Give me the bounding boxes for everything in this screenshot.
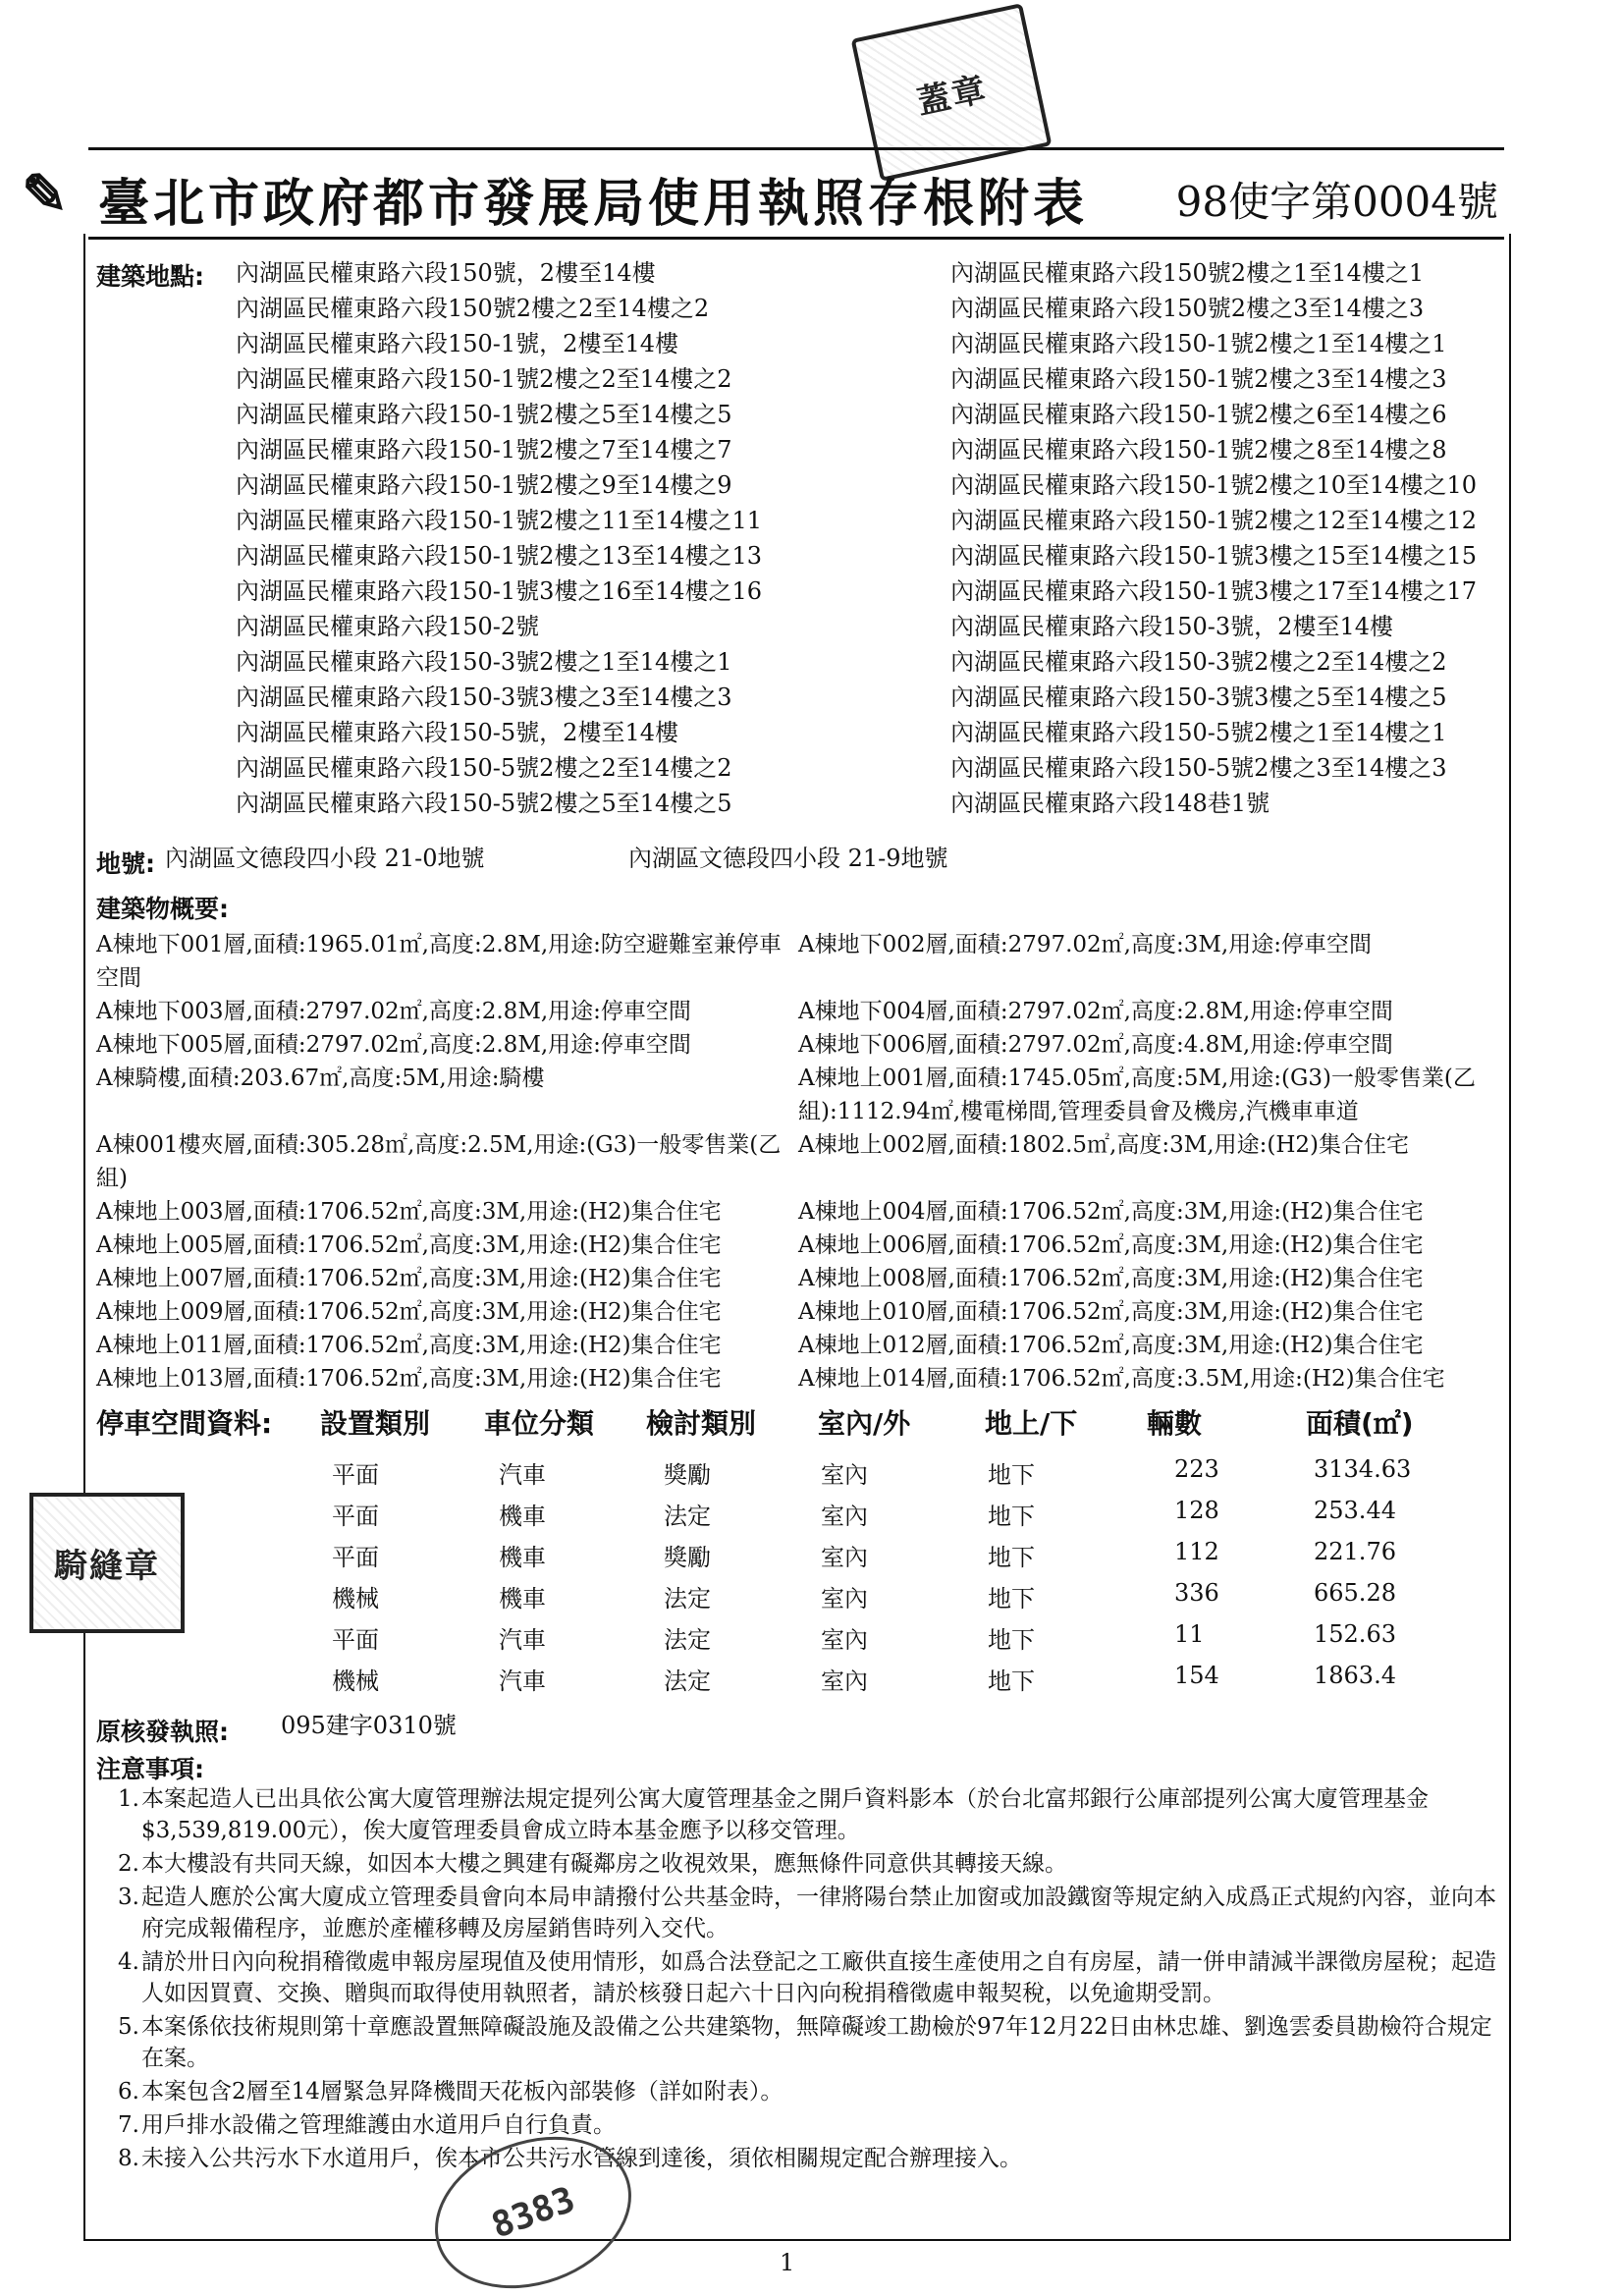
page-number: 1 [780,2249,795,2276]
parking-row [96,1497,1500,1538]
address-line: 內湖區民權東路六段150-1號2樓之11至14樓之11 [236,507,763,534]
address-line: 內湖區民權東路六段150-1號2樓之10至14樓之10 [950,471,1478,499]
note-item [118,1882,1502,1944]
address-line: 內湖區民權東路六段150-1號2樓之8至14樓之8 [950,436,1447,464]
parking-cell: 室內 [821,1667,868,1695]
building-row [96,1062,1500,1128]
parking-cell: 室內 [821,1544,868,1571]
parking-cell: 機車 [499,1503,546,1530]
parking-cell: 室內 [821,1585,868,1613]
building-floor-entry: A棟地上001層,面積:1745.05㎡,高度:5M,用途:(G3)一般零售業(乙組):1112.94㎡,樓電梯間,管理委員會及機房,汽機車車道 [798,1066,1476,1124]
address-line: 內湖區民權東路六段150-5號2樓之2至14樓之2 [236,754,732,782]
permit-number: 98使字第0004號 [1175,178,1498,226]
building-floor-entry: A棟地上011層,面積:1706.52㎡,高度:3M,用途:(H2)集合住宅 [96,1333,722,1358]
building-row [96,1295,1500,1329]
address-line: 內湖區民權東路六段150-1號2樓之3至14樓之3 [950,365,1447,393]
address-line: 內湖區民權東路六段150-5號，2樓至14樓 [236,719,678,746]
seal-stamp-bottom: 8383 [413,2110,653,2296]
address-line: 內湖區民權東路六段150-3號，2樓至14樓 [950,613,1393,640]
building-floor-entry: A棟地上005層,面積:1706.52㎡,高度:3M,用途:(H2)集合住宅 [96,1232,722,1258]
note-text: 本大樓設有共同天線，如因本大樓之興建有礙鄰房之收視效果，應無條件同意供其轉接天線。 [141,1851,1067,1877]
note-number: 8. [118,2146,139,2171]
note-item [118,2076,1502,2107]
building-floor-entry: A棟地上013層,面積:1706.52㎡,高度:3M,用途:(H2)集合住宅 [96,1366,722,1392]
address-line: 內湖區民權東路六段150-1號3樓之17至14樓之17 [950,577,1478,605]
building-row [96,1262,1500,1295]
parking-cell: 室內 [821,1626,868,1654]
parking-cell: 平面 [332,1503,379,1530]
parking-col-header: 檢討類別 [646,1407,757,1440]
parking-cell: 平面 [332,1544,379,1571]
parking-row [96,1455,1500,1497]
parking-cell: 獎勵 [664,1461,711,1489]
parking-col-header: 面積(㎡) [1306,1407,1414,1440]
address-line: 內湖區民權東路六段150-1號2樓之13至14樓之13 [236,542,763,570]
address-line: 內湖區民權東路六段150-1號3樓之16至14樓之16 [236,577,763,605]
address-label: 建築地點: [96,262,204,291]
notes-list [118,1783,1502,2176]
parking-cell: 152.63 [1314,1620,1396,1648]
parking-cell: 336 [1174,1579,1219,1607]
address-line: 內湖區民權東路六段150-1號2樓之5至14樓之5 [236,401,732,428]
parking-cell: 獎勵 [664,1544,711,1571]
seal-stamp-top: 蓋章 [851,3,1053,182]
note-text: 本案包含2層至14層緊急昇降機間天花板內部裝修（詳如附表）。 [141,2079,783,2105]
parking-row [96,1579,1500,1620]
parking-cell: 法定 [664,1626,711,1654]
building-floor-entry: A棟地上006層,面積:1706.52㎡,高度:3M,用途:(H2)集合住宅 [798,1232,1424,1258]
address-line: 內湖區民權東路六段148巷1號 [950,790,1270,817]
parking-cell: 法定 [664,1667,711,1695]
address-line: 內湖區民權東路六段150號，2樓至14樓 [236,259,656,287]
note-text: 本案起造人已出具依公寓大廈管理辦法規定提列公寓大廈管理基金之開戶資料影本（於台北富邦銀行公庫部提列公寓大廈管理基金$3,539,819.00元），俟大廈管理委員會成立時本基金應予以移交管理。 [141,1786,1429,1843]
address-line: 內湖區民權東路六段150-1號3樓之15至14樓之15 [950,542,1478,570]
document-title: 臺北市政府都市發展局使用執照存根附表 [98,174,1089,234]
building-row [96,1128,1500,1195]
address-line: 內湖區民權東路六段150-1號2樓之12至14樓之12 [950,507,1478,534]
building-floor-entry: A棟地下006層,面積:2797.02㎡,高度:4.8M,用途:停車空間 [798,1032,1393,1058]
parking-cell: 665.28 [1314,1579,1396,1607]
building-floor-entry: A棟地下004層,面積:2797.02㎡,高度:2.8M,用途:停車空間 [798,999,1393,1024]
note-number: 4. [118,1949,139,1975]
address-line: 內湖區民權東路六段150號2樓之1至14樓之1 [950,259,1425,287]
address-list-right [950,255,1477,821]
building-floor-entry: A棟地上003層,面積:1706.52㎡,高度:3M,用途:(H2)集合住宅 [96,1199,722,1225]
parking-col-header: 車位分類 [484,1407,595,1440]
note-number: 3. [118,1885,139,1910]
address-line: 內湖區民權東路六段150-3號2樓之2至14樓之2 [950,648,1447,676]
address-line: 內湖區民權東路六段150號2樓之2至14樓之2 [236,295,710,322]
parking-cell: 112 [1174,1538,1219,1565]
note-item [118,2143,1502,2174]
building-floor-entry: A棟001樓夾層,面積:305.28㎡,高度:2.5M,用途:(G3)一般零售業(乙組) [96,1132,782,1191]
original-permit-label: 原核發執照: [96,1718,229,1746]
parking-col-header: 地上/下 [985,1407,1078,1440]
building-floor-entry: A棟地上010層,面積:1706.52㎡,高度:3M,用途:(H2)集合住宅 [798,1299,1424,1325]
parking-header [96,1402,1500,1446]
building-row [96,995,1500,1028]
parking-label: 停車空間資料: [96,1407,273,1440]
building-floor-entry: A棟地下001層,面積:1965.01㎡,高度:2.8M,用途:防空避難室兼停車空間 [96,932,782,991]
note-text: 本案係依技術規則第十章應設置無障礙設施及設備之公共建築物，無障礙竣工勘檢於97年12月22日由林忠雄、劉逸雲委員勘檢符合規定在案。 [141,2014,1492,2071]
building-floor-entry: A棟騎樓,面積:203.67㎡,高度:5M,用途:騎樓 [96,1066,545,1091]
note-item [118,1946,1502,2009]
address-line: 內湖區民權東路六段150-5號2樓之1至14樓之1 [950,719,1447,746]
note-text: 起造人應於公寓大廈成立管理委員會向本局申請撥付公共基金時，一律將陽台禁止加窗或加設鐵窗等規定納入成爲正式規約內容，並向本府完成報備程序，並應於產權移轉及房屋銷售時列入交代。 [141,1885,1496,1941]
corner-mark: ✎ [22,162,68,227]
parking-cell: 室內 [821,1461,868,1489]
parking-cell: 汽車 [499,1667,546,1695]
note-item [118,2109,1502,2141]
address-line: 內湖區民權東路六段150-1號2樓之6至14樓之6 [950,401,1447,428]
parking-row [96,1662,1500,1703]
building-row [96,1028,1500,1062]
building-floor-entry: A棟地上007層,面積:1706.52㎡,高度:3M,用途:(H2)集合住宅 [96,1266,722,1291]
parking-cell: 平面 [332,1626,379,1654]
parking-cell: 平面 [332,1461,379,1489]
parking-cell: 地下 [988,1626,1035,1654]
note-item [118,1848,1502,1880]
parking-row [96,1620,1500,1662]
building-row [96,1362,1500,1395]
parking-col-header: 設置類別 [320,1407,431,1440]
parking-cell: 地下 [988,1667,1035,1695]
address-line: 內湖區民權東路六段150-1號2樓之1至14樓之1 [950,330,1447,357]
parking-cell: 221.76 [1314,1538,1396,1565]
parking-col-header: 室內/外 [818,1407,911,1440]
address-line: 內湖區民權東路六段150-3號3樓之5至14樓之5 [950,683,1447,711]
parking-cell: 機械 [332,1585,379,1613]
parking-cell: 法定 [664,1503,711,1530]
note-number: 5. [118,2014,139,2040]
parking-cell: 223 [1174,1455,1219,1483]
building-floor-entry: A棟地下005層,面積:2797.02㎡,高度:2.8M,用途:停車空間 [96,1032,691,1058]
note-item [118,1783,1502,1846]
building-floor-entry: A棟地上009層,面積:1706.52㎡,高度:3M,用途:(H2)集合住宅 [96,1299,722,1325]
lot-label: 地號: [96,849,155,878]
original-permit-value: 095建字0310號 [281,1712,457,1739]
parking-cell: 室內 [821,1503,868,1530]
parking-cell: 地下 [988,1544,1035,1571]
address-list-left [236,255,762,821]
note-text: 請於卅日內向稅捐稽徵處申報房屋現值及使用情形，如爲合法登記之工廠供直接生產使用之自有房屋，請一併申請減半課徵房屋稅；起造人如因買賣、交換、贈與而取得使用執照者，請於核發日起六十日內向稅捐稽徵處申報契稅，以免逾期受罰。 [141,1949,1496,2006]
address-line: 內湖區民權東路六段150號2樓之3至14樓之3 [950,295,1425,322]
address-line: 內湖區民權東路六段150-1號，2樓至14樓 [236,330,678,357]
note-number: 2. [118,1851,139,1877]
parking-cell: 機車 [499,1544,546,1571]
building-floor-entry: A棟地上012層,面積:1706.52㎡,高度:3M,用途:(H2)集合住宅 [798,1333,1424,1358]
parking-cell: 3134.63 [1314,1455,1412,1483]
building-floor-entry: A棟地下003層,面積:2797.02㎡,高度:2.8M,用途:停車空間 [96,999,691,1024]
parking-cell: 汽車 [499,1461,546,1489]
address-line: 內湖區民權東路六段150-5號2樓之5至14樓之5 [236,790,732,817]
note-number: 6. [118,2079,139,2105]
building-summary-label: 建築物概要: [96,895,229,923]
parking-col-header: 輛數 [1147,1407,1203,1440]
lot-value-2: 內湖區文德段四小段 21-9地號 [628,845,948,872]
building-floor-entry: A棟地上002層,面積:1802.5㎡,高度:3M,用途:(H2)集合住宅 [798,1132,1409,1158]
address-line: 內湖區民權東路六段150-1號2樓之2至14樓之2 [236,365,732,393]
building-floor-entry: A棟地上008層,面積:1706.52㎡,高度:3M,用途:(H2)集合住宅 [798,1266,1424,1291]
seal-stamp-left: 騎縫章 [29,1493,185,1633]
parking-cell: 253.44 [1314,1497,1396,1524]
address-line: 內湖區民權東路六段150-1號2樓之7至14樓之7 [236,436,732,464]
building-row [96,1329,1500,1362]
address-line: 內湖區民權東路六段150-1號2樓之9至14樓之9 [236,471,732,499]
building-summary-table [96,928,1500,1395]
lot-value-1: 內湖區文德段四小段 21-0地號 [165,845,485,872]
parking-cell: 地下 [988,1461,1035,1489]
title-bar [88,147,1504,240]
parking-cell: 機車 [499,1585,546,1613]
parking-row [96,1538,1500,1579]
notes-label: 注意事項: [96,1755,204,1783]
building-row [96,928,1500,995]
parking-cell: 汽車 [499,1626,546,1654]
address-line: 內湖區民權東路六段150-3號3樓之3至14樓之3 [236,683,732,711]
building-floor-entry: A棟地上014層,面積:1706.52㎡,高度:3.5M,用途:(H2)集合住宅 [798,1366,1445,1392]
parking-cell: 11 [1174,1620,1205,1648]
parking-cell: 128 [1174,1497,1219,1524]
parking-cell: 1863.4 [1314,1662,1396,1689]
note-text: 未接入公共污水下水道用戶，俟本市公共污水管線到達後，須依相關規定配合辦理接入。 [141,2146,1022,2171]
building-row [96,1229,1500,1262]
building-row [96,1195,1500,1229]
building-floor-entry: A棟地下002層,面積:2797.02㎡,高度:3M,用途:停車空間 [798,932,1372,957]
parking-cell: 地下 [988,1503,1035,1530]
note-number: 7. [118,2112,139,2138]
parking-cell: 機械 [332,1667,379,1695]
address-line: 內湖區民權東路六段150-5號2樓之3至14樓之3 [950,754,1447,782]
note-number: 1. [118,1786,139,1812]
parking-cell: 法定 [664,1585,711,1613]
note-text: 用戶排水設備之管理維護由水道用戶自行負責。 [141,2112,616,2138]
building-floor-entry: A棟地上004層,面積:1706.52㎡,高度:3M,用途:(H2)集合住宅 [798,1199,1424,1225]
address-line: 內湖區民權東路六段150-3號2樓之1至14樓之1 [236,648,732,676]
note-item [118,2011,1502,2074]
parking-cell: 154 [1174,1662,1219,1689]
parking-cell: 地下 [988,1585,1035,1613]
address-line: 內湖區民權東路六段150-2號 [236,613,540,640]
